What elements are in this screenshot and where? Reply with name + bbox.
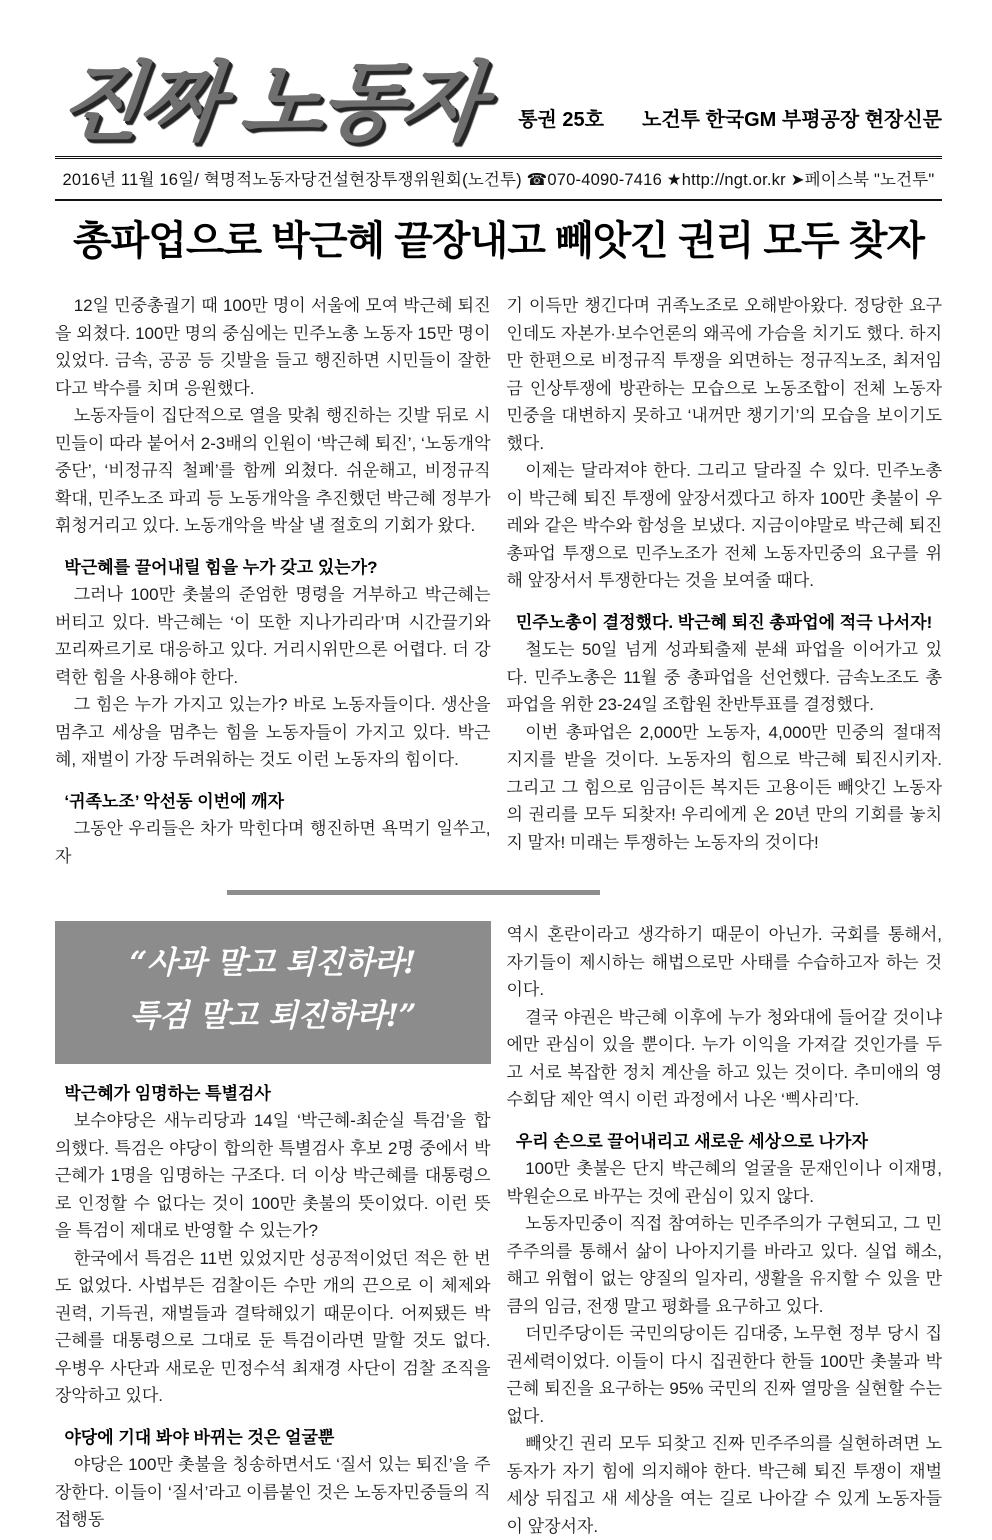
second-article-column-right xyxy=(507,921,943,1540)
section-divider xyxy=(227,890,600,895)
body-paragraph: 결국 야권은 박근혜 이후에 누가 청와대에 들어갈 것이냐에만 관심이 있을 뿐이다. 누가 이익을 가져갈 것인가를 두고 서로 복잡한 정치 계산을 하고 있는 것이다. 추미애의 영수회담 제안 역시 이런 과정에서 나온 ‘삑사리’다. xyxy=(506,1007,942,1110)
section-subheading: 박근혜를 끌어내릴 힘을 누가 갖고 있는가? xyxy=(64,557,378,577)
second-article-left-body xyxy=(55,1080,491,1534)
body-paragraph: 빼앗긴 권리 모두 되찾고 진짜 민주주의를 실현하려면 노동자가 자기 힘에 의지해야 한다. 박근혜 퇴진 투쟁이 재벌 세상 뒤집고 새 세상을 여는 길로 나아갈 수 있게 노동자들이 앞장서자. xyxy=(506,1434,942,1536)
body-paragraph: 12일 민중총궐기 때 100만 명이 서울에 모여 박근혜 퇴진을 외쳤다. 100만 명의 중심에는 민주노총 노동자 15만 명이 있었다. 금속, 공공 등 깃발을 들고 행진하면 시민들이 잘한다고 박수를 치며 응원했다. xyxy=(55,296,491,398)
publication-info-line: 2016년 11월 16일/ 혁명적노동자당건설현장투쟁위원회(노건투) ☎070-4090-7416 ★http://ngt.or.kr ➤페이스북 "노건투" xyxy=(62,171,935,190)
lead-article-column-right xyxy=(507,292,943,870)
body-paragraph: 노동자들이 집단적으로 열을 맞춰 행진하는 깃발 뒤로 시민들이 따라 붙어서 2-3배의 인원이 ‘박근혜 퇴진’, ‘노동개악 중단’, ‘비정규직 철폐’를 함께 외쳤다. 쉬운해고, 비정규직 확대, 민주노조 파괴 등 노동개악을 추진했던 박근혜 정부가 휘청거리고 있다. 노동개악을 박살 낼 절호의 기회가 왔다. xyxy=(55,406,491,536)
lead-article-column-left xyxy=(55,292,491,870)
body-paragraph: 역시 혼란이라고 생각하기 때문이 아닌가. 국회를 통해서, 자기들이 제시하는 해법으로만 사태를 수습하고자 하는 것이다. xyxy=(506,925,942,1000)
section-subheading: 우리 손으로 끌어내리고 새로운 세상으로 나가자 xyxy=(515,1131,868,1151)
body-paragraph: 노동자민중이 직접 참여하는 민주주의가 구현되고, 그 민주주의를 통해서 삶이 나아지기를 바라고 있다. 실업 해소, 해고 위협이 없는 양질의 일자리, 생활을 유지할 수 있을 만큼의 임금, 전쟁 말고 평화를 요구하고 있다. xyxy=(506,1214,942,1316)
pull-quote-line-2: 특검 말고 퇴진하라!” xyxy=(129,998,417,1035)
masthead-logo: 진짜 노동자 xyxy=(54,55,487,151)
body-paragraph: 100만 촛불은 단지 박근혜의 얼굴을 문재인이나 이재명, 박원순으로 바꾸는 것에 관심이 있지 않다. xyxy=(506,1159,942,1206)
body-paragraph: 그러나 100만 촛불의 준엄한 명령을 거부하고 박근혜는 버티고 있다. 박근혜는 ‘이 또한 지나가리라’며 시간끌기와 꼬리짜르기로 대응하고 있다. 거리시위만으론 어렵다. 더 강력한 힘을 사용해야 한다. xyxy=(55,585,491,687)
pull-quote-box xyxy=(55,921,491,1064)
issue-number: 통권 25호 xyxy=(518,109,604,132)
body-paragraph: 철도는 50일 넘게 성과퇴출제 분쇄 파업을 이어가고 있다. 민주노총은 11월 중 총파업을 선언했다. 금속노조도 총파업을 위한 23-24일 조합원 찬반투표를 결정했다. xyxy=(506,640,942,715)
body-paragraph: 보수야당은 새누리당과 14일 ‘박근혜-최순실 특검’을 합의했다. 특검은 야당이 합의한 특별검사 후보 2명 중에서 박근혜가 1명을 임명하는 구조다. 더 이상 박근혜를 대통령으로 인정할 수 없다는 것이 100만 촛불의 뜻이었다. 이런 뜻을 특검이 제대로 반영할 수 있는가? xyxy=(55,1111,491,1241)
section-subheading: ‘귀족노조’ 악선동 이번에 깨자 xyxy=(64,791,285,811)
body-paragraph: 그동안 우리들은 차가 막힌다며 행진하면 욕먹기 일쑤고, 자 xyxy=(55,819,491,866)
pull-quote-line-1: “사과 말고 퇴진하라! xyxy=(129,945,417,982)
body-paragraph: 이번 총파업은 2,000만 노동자, 4,000만 민중의 절대적 지지를 받을 것이다. 노동자의 힘으로 박근혜 퇴진시키자. 그리고 그 힘으로 임금이든 복지든 고용이든 빼앗긴 노동자의 권리를 모두 되찾자! 우리에게 온 20년 만의 기회를 놓치지 말자! 미래는 투쟁하는 노동자의 것이다! xyxy=(506,722,942,852)
lead-headline: 총파업으로 박근혜 끝장내고 빼앗긴 권리 모두 찾자 xyxy=(72,219,925,264)
body-paragraph: 야당은 100만 촛불을 칭송하면서도 ‘질서 있는 퇴진’을 주장한다. 이들이 ‘질서’라고 이름붙인 것은 노동자민중들의 직접행동 xyxy=(55,1455,491,1530)
body-paragraph: 이제는 달라져야 한다. 그리고 달라질 수 있다. 민주노총이 박근혜 퇴진 투쟁에 앞장서겠다고 하자 100만 촛불이 우레와 같은 박수와 함성을 보냈다. 지금이야말로 박근혜 퇴진 총파업 투쟁으로 민주노조가 전체 노동자민중의 요구를 위해 앞장서서 투쟁한다는 것을 보여줄 때다. xyxy=(506,461,942,591)
body-paragraph: 한국에서 특검은 11번 있었지만 성공적이었던 적은 한 번도 없었다. 사법부든 검찰이든 수만 개의 끈으로 이 체제와 권력, 기득권, 재벌들과 결탁해있기 때문이다. 어찌됐든 박근혜를 대통령으로 그대로 둔 특검이라면 말할 것도 없다. 우병우 사단과 새로운 민정수석 최재경 사단이 검찰 조직을 장악하고 있다. xyxy=(55,1248,491,1406)
publication-info-bar xyxy=(55,156,942,201)
masthead xyxy=(54,55,942,151)
body-paragraph: 그 힘은 누가 가지고 있는가? 바로 노동자들이다. 생산을 멈추고 세상을 멈추는 힘을 노동자들이 가지고 있다. 박근혜, 재벌이 가장 두려워하는 것도 이런 노동자의 힘이다. xyxy=(55,695,491,770)
masthead-right xyxy=(518,103,942,148)
second-article-column-left xyxy=(55,921,491,1540)
lead-article-columns xyxy=(55,292,942,870)
second-article-columns xyxy=(55,921,942,1540)
paper-name: 노건투 한국GM 부평공장 현장신문 xyxy=(641,109,942,132)
section-subheading: 민주노총이 결정했다. 박근혜 퇴진 총파업에 적극 나서자! xyxy=(515,612,933,632)
body-paragraph: 기 이득만 챙긴다며 귀족노조로 오해받아왔다. 정당한 요구인데도 자본가·보수언론의 왜곡에 가슴을 치기도 했다. 하지만 한편으로 비정규직 투쟁을 외면하는 정규직노조, 최저임금 인상투쟁에 방관하는 모습으로 노동조합이 전체 노동자민중을 대변하지 못하고 ‘내꺼만 챙기기’의 모습을 보이기도 했다. xyxy=(506,296,942,453)
section-subheading: 박근혜가 임명하는 특별검사 xyxy=(64,1083,271,1103)
body-paragraph: 더민주당이든 국민의당이든 김대중, 노무현 정부 당시 집권세력이었다. 이들이 다시 집권한다 한들 100만 촛불과 박근혜 퇴진을 요구하는 95% 국민의 진짜 열망을 실현할 수는 없다. xyxy=(506,1324,942,1426)
section-subheading: 야당에 기대 봐야 바뀌는 것은 얼굴뿐 xyxy=(64,1427,335,1447)
